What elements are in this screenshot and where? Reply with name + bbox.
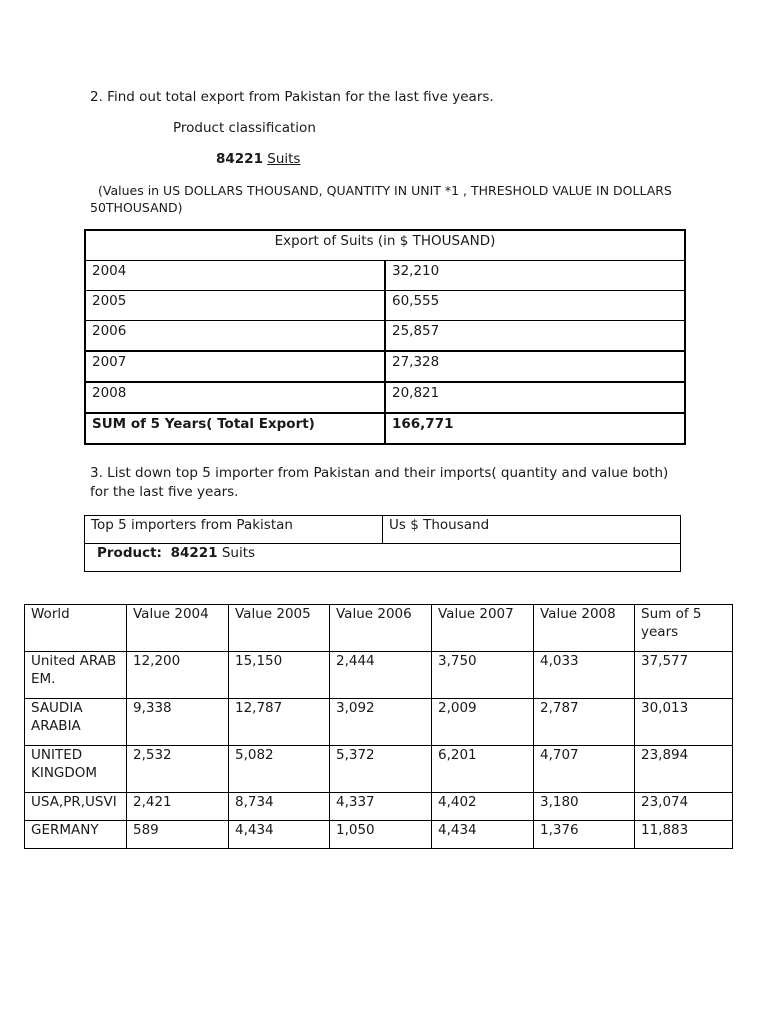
values-note: [90, 182, 690, 216]
value-cell: 3,750: [432, 652, 534, 699]
table-row: [25, 699, 733, 746]
country-cell: United ARAB EM.: [25, 652, 127, 699]
table-row: [85, 382, 685, 413]
value-cell: 3,180: [534, 793, 635, 821]
importers-product-line: [85, 544, 681, 572]
value-cell: 4,402: [432, 793, 534, 821]
value-cell: 4,434: [432, 821, 534, 849]
column-header: Value 2004: [127, 605, 229, 652]
country-cell: UNITED KINGDOM: [25, 746, 127, 793]
sum-label: SUM of 5 Years( Total Export): [85, 413, 385, 444]
export-year: 2005: [85, 291, 385, 321]
column-header: Value 2007: [432, 605, 534, 652]
table-row: [25, 821, 733, 849]
product-code: 84221: [170, 545, 218, 561]
table-row: [85, 321, 685, 352]
column-header: Value 2006: [330, 605, 432, 652]
table-row: [85, 351, 685, 382]
column-header: Sum of 5 years: [635, 605, 733, 652]
export-value: 27,328: [385, 351, 685, 382]
value-cell: 589: [127, 821, 229, 849]
importers-unit: Us $ Thousand: [383, 516, 681, 544]
export-table: [84, 229, 686, 445]
sum-cell: 23,894: [635, 746, 733, 793]
table-row: [25, 652, 733, 699]
country-cell: USA,PR,USVI: [25, 793, 127, 821]
value-cell: 2,444: [330, 652, 432, 699]
value-cell: 3,092: [330, 699, 432, 746]
value-cell: 4,707: [534, 746, 635, 793]
export-value: 25,857: [385, 321, 685, 352]
importers-title: Top 5 importers from Pakistan: [85, 516, 383, 544]
sum-cell: 23,074: [635, 793, 733, 821]
country-cell: SAUDIA ARABIA: [25, 699, 127, 746]
value-cell: 5,082: [229, 746, 330, 793]
value-cell: 9,338: [127, 699, 229, 746]
values-note-text: (Values in US DOLLARS THOUSAND, QUANTITY IN UNIT *1 , THRESHOLD VALUE IN DOLLARS 50THOUSAND): [90, 183, 672, 215]
product-code: 84221: [216, 151, 263, 167]
value-cell: 12,200: [127, 652, 229, 699]
importers-table-header-row: [25, 605, 733, 652]
value-cell: 8,734: [229, 793, 330, 821]
value-cell: 2,532: [127, 746, 229, 793]
value-cell: 4,033: [534, 652, 635, 699]
value-cell: 15,150: [229, 652, 330, 699]
export-table-header: Export of Suits (in $ THOUSAND): [85, 230, 685, 261]
value-cell: 1,050: [330, 821, 432, 849]
value-cell: 2,009: [432, 699, 534, 746]
export-year: 2006: [85, 321, 385, 352]
table-row: [25, 793, 733, 821]
value-cell: 1,376: [534, 821, 635, 849]
value-cell: 4,337: [330, 793, 432, 821]
export-value: 32,210: [385, 261, 685, 291]
value-cell: 2,787: [534, 699, 635, 746]
export-year: 2007: [85, 351, 385, 382]
sum-row: [85, 413, 685, 444]
product-name: Suits: [267, 151, 301, 167]
product-code-line: [216, 151, 300, 167]
column-header: World: [25, 605, 127, 652]
value-cell: 12,787: [229, 699, 330, 746]
export-value: 60,555: [385, 291, 685, 321]
importers-header-table: [84, 515, 681, 572]
importers-table: [24, 604, 733, 849]
value-cell: 6,201: [432, 746, 534, 793]
column-header: Value 2005: [229, 605, 330, 652]
value-cell: 2,421: [127, 793, 229, 821]
product-label: Product:: [97, 545, 162, 561]
export-year: 2008: [85, 382, 385, 413]
product-classification-label: Product classification: [173, 120, 316, 136]
sum-cell: 30,013: [635, 699, 733, 746]
product-name: Suits: [221, 545, 256, 561]
sum-cell: 11,883: [635, 821, 733, 849]
column-header: Value 2008: [534, 605, 635, 652]
table-row: [85, 261, 685, 291]
export-year: 2004: [85, 261, 385, 291]
value-cell: 5,372: [330, 746, 432, 793]
sum-value: 166,771: [385, 413, 685, 444]
country-cell: GERMANY: [25, 821, 127, 849]
table-row: [25, 746, 733, 793]
table-row: [85, 291, 685, 321]
value-cell: 4,434: [229, 821, 330, 849]
question-3-text: 3. List down top 5 importer from Pakistan and their imports( quantity and value both) for the last five years.: [90, 465, 669, 500]
sum-cell: 37,577: [635, 652, 733, 699]
question-2-text: 2. Find out total export from Pakistan for the last five years.: [90, 89, 494, 105]
export-value: 20,821: [385, 382, 685, 413]
